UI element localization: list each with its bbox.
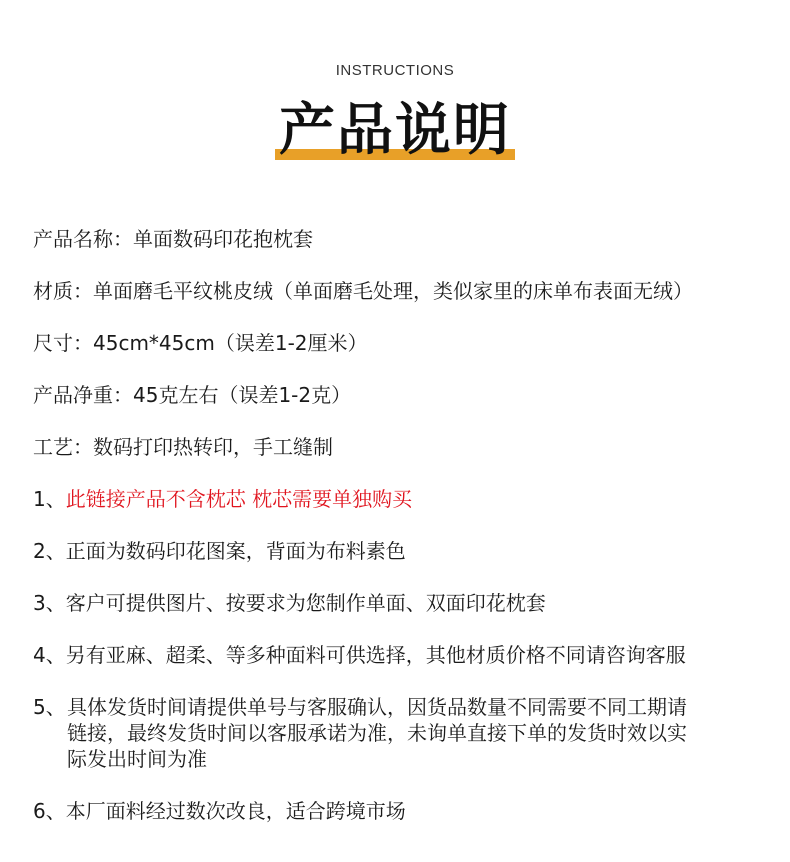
note-3: 3、客户可提供图片、按要求为您制作单面、双面印花枕套	[33, 591, 546, 615]
note-1	[33, 486, 412, 512]
note-5-line-1: 具体发货时间请提供单号与客服确认，因货品数量不同需要不同工期请	[67, 695, 687, 719]
note-5-text	[67, 694, 790, 772]
spec-weight: 产品净重：45克左右（误差1-2克）	[33, 383, 352, 407]
page-title	[275, 98, 515, 164]
spec-craft: 工艺：数码打印热转印，手工缝制	[33, 435, 333, 459]
note-5-line-3: 际发出时间为准	[67, 747, 207, 771]
eyebrow-label: INSTRUCTIONS	[335, 62, 455, 79]
page-title-text: 产品说明	[279, 98, 511, 163]
note-6: 6、本厂面料经过数次改良，适合跨境市场	[33, 799, 406, 823]
note-5-number: 5、	[33, 695, 66, 719]
note-2: 2、正面为数码印花图案，背面为布料素色	[33, 539, 406, 563]
spec-product-name: 产品名称：单面数码印花抱枕套	[33, 227, 313, 251]
spec-material: 材质：单面磨毛平纹桃皮绒（单面磨毛处理，类似家里的床单布表面无绒）	[33, 279, 693, 303]
note-5-line-2: 链接，最终发货时间以客服承诺为准，未询单直接下单的发货时效以实	[67, 721, 687, 745]
spec-size: 尺寸：45cm*45cm（误差1-2厘米）	[33, 331, 368, 355]
note-1-number: 1、	[33, 487, 66, 511]
note-1-text: 此链接产品不含枕芯 枕芯需要单独购买	[65, 487, 413, 511]
note-4: 4、另有亚麻、超柔、等多种面料可供选择，其他材质价格不同请咨询客服	[33, 643, 686, 667]
